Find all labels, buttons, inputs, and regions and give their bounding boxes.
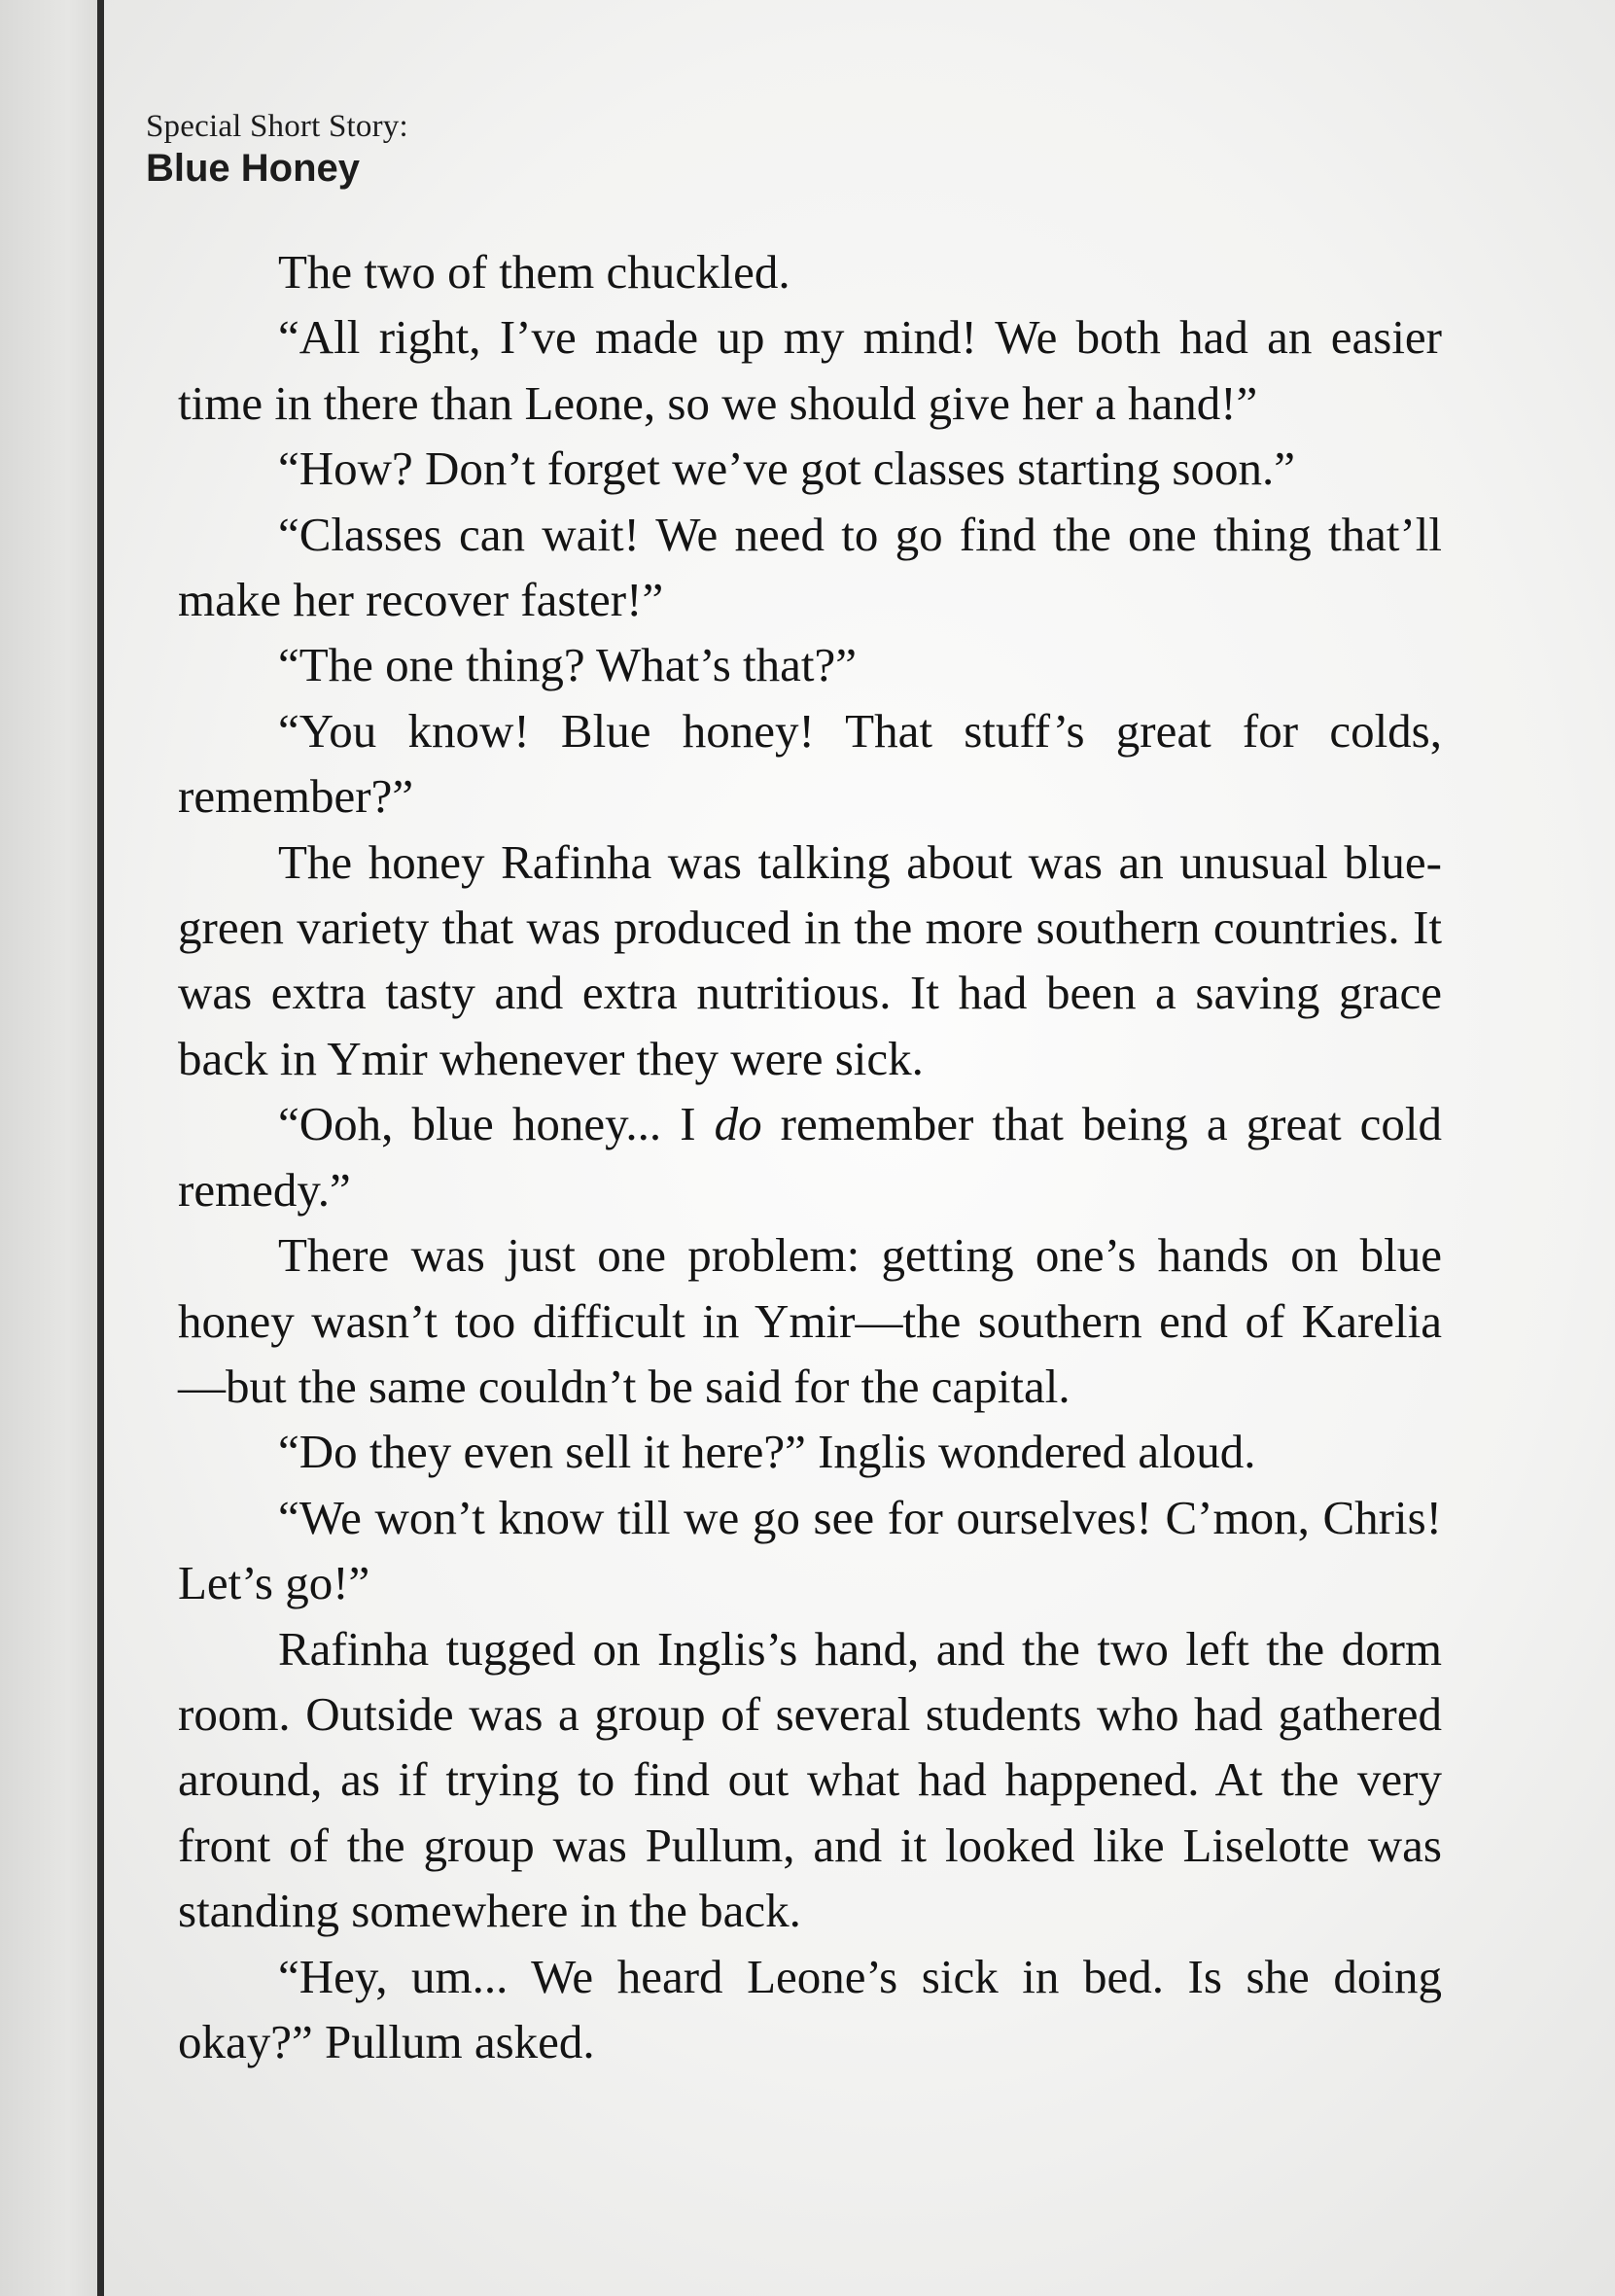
spine-line xyxy=(97,0,104,2296)
story-header xyxy=(146,107,408,191)
paragraph: “How? Don’t forget we’ve got classes starting soon.” xyxy=(278,442,1295,496)
paragraph: Rafinha tugged on Inglis’s hand, and the two left the dorm room. Outside was a group of several students who had gathered around, as if trying to find out what had happened. At the very front of the group was Pullum, and it looked like Liselotte was standing somewhere in the back. xyxy=(178,1621,1442,1938)
story-body xyxy=(178,239,1442,2074)
story-subtitle: Special Short Story: xyxy=(146,109,408,144)
paragraph: “We won’t know till we go see for ourselves! C’mon, Chris! Let’s go!” xyxy=(178,1490,1442,1610)
paragraph: “Classes can wait! We need to go find the one thing that’ll make her recover faster!” xyxy=(178,507,1442,627)
paragraph: “Hey, um... We heard Leone’s sick in bed. Is she doing okay?” Pullum asked. xyxy=(178,1949,1442,2068)
paragraph: There was just one problem: getting one’s hands on blue honey wasn’t too difficult in Ymir—the southern end of Karelia—but the same couldn’t be said for the capital. xyxy=(178,1228,1442,1413)
paragraph: The two of them chuckled. xyxy=(278,245,790,299)
paragraph: “The one thing? What’s that?” xyxy=(278,638,858,692)
left-margin xyxy=(0,0,97,2296)
emphasis-text: do xyxy=(714,1097,762,1151)
paragraph xyxy=(178,1091,1442,1222)
paragraph: “You know! Blue honey! That stuff’s great for colds, remember?” xyxy=(178,703,1442,824)
paragraph: “All right, I’ve made up my mind! We both had an easier time in there than Leone, so we should give her a hand!” xyxy=(178,310,1442,430)
paragraph-text-before: “Ooh, blue honey... I xyxy=(278,1097,715,1151)
story-title: Blue Honey xyxy=(146,147,361,190)
paragraph: The honey Rafinha was talking about was an unusual blue-green variety that was produced in the more southern countries. It was extra tasty and extra nutritious. It had been a saving grace back in Ymir whenever they were sick. xyxy=(178,834,1442,1085)
paragraph-text-after: remember that being a great cold remedy.” xyxy=(178,1097,1442,1217)
paragraph: “Do they even sell it here?” Inglis wondered aloud. xyxy=(278,1425,1256,1479)
